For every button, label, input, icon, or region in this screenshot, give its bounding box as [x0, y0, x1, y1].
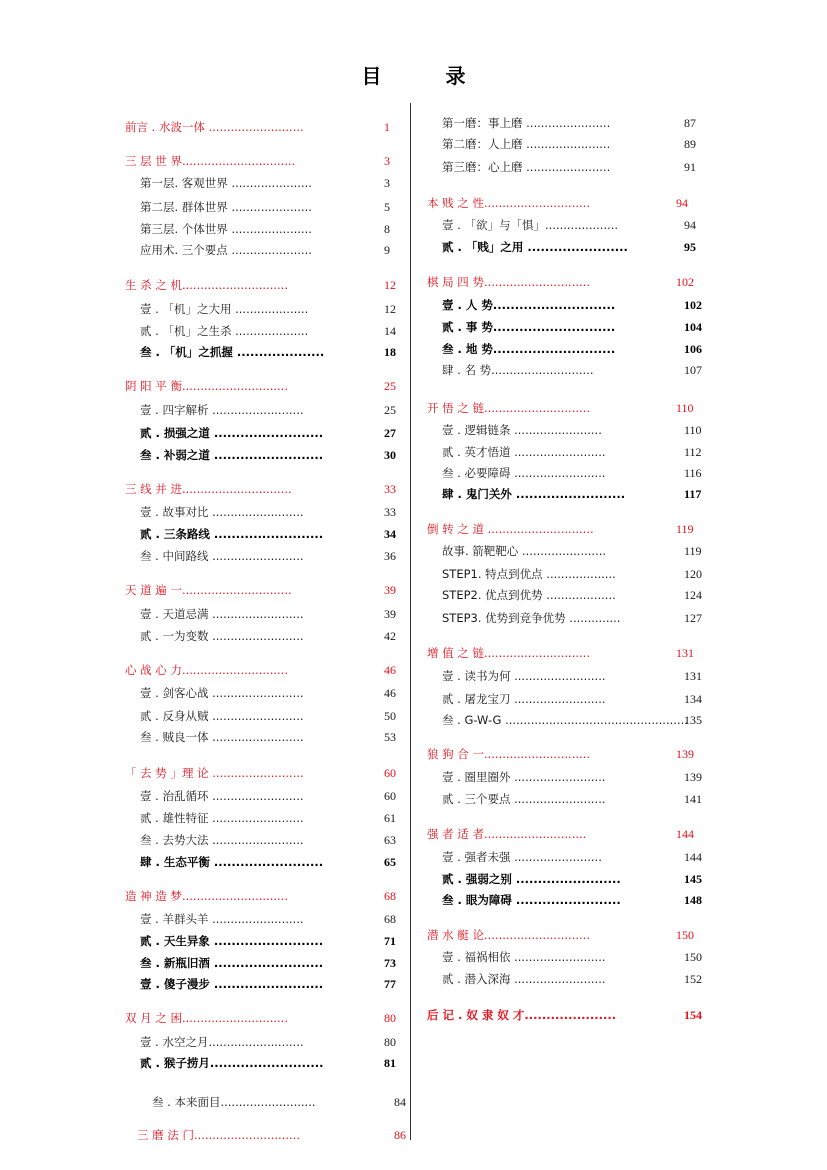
toc-page-number: 18 — [384, 345, 396, 359]
toc-page-number: 12 — [384, 278, 396, 292]
toc-entry-title: 壹 . 「机」之大用 .................... — [140, 302, 309, 316]
toc-entry-title: 贰 . 潜入深海 ......................... — [442, 972, 606, 986]
toc-section-entry[interactable] — [442, 360, 704, 380]
toc-page-number: 73 — [384, 956, 396, 970]
toc-chapter-entry[interactable] — [427, 744, 704, 764]
toc-section-entry[interactable] — [442, 420, 704, 440]
toc-page-number: 87 — [684, 116, 696, 130]
toc-entry-title: 壹 . 傻子漫步 ......................... — [140, 977, 324, 991]
toc-page-number: 102 — [684, 298, 702, 312]
toc-entry-title: 叁 . 「机」之抓握 .................... — [140, 345, 325, 359]
toc-page-number: 34 — [384, 527, 396, 541]
toc-entry-title: STEP2. 优点到优势 ................... — [442, 588, 616, 602]
toc-entry-title: 心 战 心 力............................. — [125, 663, 288, 677]
toc-chapter-entry[interactable] — [427, 519, 704, 539]
toc-entry-title: 壹 . 故事对比 ......................... — [140, 505, 304, 519]
toc-page-number: 131 — [676, 646, 694, 660]
toc-page-number: 33 — [384, 482, 396, 496]
toc-entry-title: 壹 . 福祸相依 ......................... — [442, 950, 606, 964]
toc-section-entry[interactable] — [442, 847, 704, 867]
toc-entry-title: 贰 . 事 势............................ — [442, 320, 616, 334]
toc-page-number: 86 — [394, 1128, 406, 1142]
toc-page-number: 27 — [384, 426, 396, 440]
toc-section-entry[interactable] — [442, 564, 704, 584]
toc-entry-title: 贰 . 天生异象 ......................... — [140, 934, 324, 948]
toc-page-number: 139 — [684, 770, 702, 784]
toc-page-number: 84 — [394, 1095, 406, 1109]
toc-entry-title: 壹 . 「欲」与「惧」.................... — [442, 218, 619, 232]
toc-entry-title: 叁 . 新瓶旧酒 ......................... — [140, 956, 324, 970]
toc-entry-title: 故事. 箭靶靶心 ....................... — [442, 544, 607, 558]
toc-page-number: 30 — [384, 448, 396, 462]
toc-entry-title: 叁 . 去势大法 ......................... — [140, 833, 304, 847]
toc-entry-title: 贰 . 英才悟道 ......................... — [442, 445, 606, 459]
toc-entry-title: 潜 水 艇 论............................. — [427, 928, 590, 942]
toc-entry-title: 第二层. 群体世界 ...................... — [140, 200, 312, 214]
toc-chapter-entry[interactable] — [427, 824, 704, 844]
toc-page-number: 50 — [384, 709, 396, 723]
toc-entry-title: 三 磨 法 门............................. — [137, 1128, 300, 1142]
toc-page-number: 25 — [384, 379, 396, 393]
toc-page-number: 46 — [384, 686, 396, 700]
toc-page-number: 110 — [684, 423, 702, 437]
toc-entry-title: 本 贱 之 性............................. — [427, 196, 590, 210]
toc-entry-title: 壹 . 治乱循环 ......................... — [140, 789, 304, 803]
toc-entry-title: 壹 . 天道忌满 ......................... — [140, 607, 304, 621]
toc-page-number: 77 — [384, 977, 396, 991]
toc-entry-title: 开 悟 之 链............................. — [427, 401, 590, 415]
toc-section-entry[interactable] — [442, 442, 704, 462]
toc-chapter-entry[interactable] — [427, 193, 704, 213]
toc-page-number: 3 — [384, 154, 390, 168]
toc-section-entry[interactable] — [442, 666, 704, 686]
toc-entry-title: 前言 . 水波一体 .......................... — [125, 120, 304, 134]
toc-page-number: 42 — [384, 629, 396, 643]
toc-page-number: 60 — [384, 789, 396, 803]
toc-entry-title: 肆 . 生态平衡 ......................... — [140, 855, 324, 869]
toc-entry-title: 贰 . 反身从贼 ......................... — [140, 709, 304, 723]
toc-entry-title: 壹 . 四字解析 ......................... — [140, 403, 304, 417]
toc-page-number: 135 — [684, 713, 702, 727]
toc-section-entry[interactable] — [442, 890, 704, 910]
toc-page-number: 154 — [684, 1008, 702, 1022]
toc-entry-title: 肆 . 鬼门关外 ......................... — [442, 487, 626, 501]
toc-page-number: 139 — [676, 747, 694, 761]
toc-page-number: 12 — [384, 302, 396, 316]
toc-section-entry[interactable] — [442, 869, 704, 889]
toc-section-entry[interactable] — [442, 947, 704, 967]
toc-page-number: 148 — [684, 893, 702, 907]
toc-page-number: 102 — [676, 275, 694, 289]
toc-section-entry[interactable] — [442, 295, 704, 315]
toc-entry-title: 壹 . 剑客心战 ......................... — [140, 686, 304, 700]
toc-entry-title: 贰 . 屠龙宝刀 ......................... — [442, 692, 606, 706]
toc-section-entry[interactable] — [442, 689, 704, 709]
toc-section-entry[interactable] — [442, 113, 704, 133]
toc-entry-title: 后 记 . 奴 隶 奴 才..................... — [427, 1008, 617, 1022]
toc-entry-title: 壹 . 圈里圈外 ......................... — [442, 770, 606, 784]
toc-entry-title: 第二磨：人上磨 ....................... — [442, 137, 611, 151]
toc-page-number: 94 — [684, 218, 696, 232]
toc-section-entry[interactable] — [442, 710, 704, 730]
toc-page-number: 68 — [384, 889, 396, 903]
toc-entry-title: 贰 . 三个要点 ......................... — [442, 792, 606, 806]
toc-page-number: 152 — [684, 972, 702, 986]
toc-entry-title: 贰 . 「贱」之用 ....................... — [442, 240, 628, 254]
toc-entry-title: 叁 . 本来面目.......................... — [152, 1095, 316, 1109]
toc-section-entry[interactable] — [442, 541, 704, 561]
toc-page-number: 36 — [384, 549, 396, 563]
toc-section-entry[interactable] — [442, 969, 704, 989]
toc-entry-title: 贰 . 三条路线 ......................... — [140, 527, 324, 541]
toc-page-number: 107 — [684, 363, 702, 377]
toc-page-number: 65 — [384, 855, 396, 869]
toc-entry-title: 壹 . 羊群头羊 ......................... — [140, 912, 304, 926]
toc-entry-title: 阴 阳 平 衡............................. — [125, 379, 288, 393]
toc-page-number: 53 — [384, 730, 396, 744]
toc-page-number: 61 — [384, 811, 396, 825]
toc-entry-title: 壹 . 读书为何 ......................... — [442, 669, 606, 683]
toc-page-number: 94 — [676, 196, 688, 210]
toc-page-number: 120 — [684, 567, 702, 581]
toc-entry-title: 贰 . 一为变数 ......................... — [140, 629, 304, 643]
toc-page-number: 81 — [384, 1056, 396, 1070]
toc-page-number: 116 — [684, 466, 702, 480]
toc-page-number: 80 — [384, 1011, 396, 1025]
toc-entry-title: 应用术. 三个要点 ...................... — [140, 243, 312, 257]
toc-page-number: 1 — [384, 120, 390, 134]
toc-entry-title: 贰 . 雄性特征 ......................... — [140, 811, 304, 825]
toc-chapter-entry[interactable] — [427, 643, 704, 663]
toc-entry-title: 「 去 势 」理 论 ......................... — [125, 766, 304, 780]
toc-entry-title: 生 杀 之 机............................. — [125, 278, 288, 292]
toc-entry-title: STEP3. 优势到竞争优势 .............. — [442, 611, 621, 625]
toc-entry-title: 三 线 并 进.............................. — [125, 482, 292, 496]
toc-section-entry[interactable] — [442, 237, 704, 257]
toc-page-number: 63 — [384, 833, 396, 847]
toc-page-number: 150 — [676, 928, 694, 942]
toc-entry-title: 双 月 之 困............................. — [125, 1011, 288, 1025]
toc-page-number: 39 — [384, 607, 396, 621]
toc-page-number: 119 — [676, 522, 694, 536]
toc-page-number: 144 — [676, 827, 694, 841]
toc-entry-title: 叁 . G-W-G .................................................. — [442, 713, 688, 727]
toc-page-number: 60 — [384, 766, 396, 780]
toc-entry-title: 壹 . 水空之月.......................... — [140, 1035, 304, 1049]
toc-page-number: 3 — [384, 176, 390, 190]
toc-entry-title: 第三磨：心上磨 ....................... — [442, 160, 611, 174]
toc-page-number: 14 — [384, 324, 396, 338]
toc-entry-title: 贰 . 强弱之别 ........................ — [442, 872, 621, 886]
toc-page-number: 110 — [676, 401, 694, 415]
toc-page-number: 141 — [684, 792, 702, 806]
toc-chapter-entry[interactable] — [427, 925, 704, 945]
toc-section-entry[interactable] — [442, 484, 704, 504]
toc-entry-title: 叁 . 补弱之道 ......................... — [140, 448, 324, 462]
toc-chapter-entry[interactable] — [427, 1005, 704, 1025]
toc-section-entry[interactable] — [442, 134, 704, 154]
toc-page-number: 91 — [684, 160, 696, 174]
toc-page-number: 145 — [684, 872, 702, 886]
toc-section-entry[interactable] — [442, 767, 704, 787]
toc-entry-title: 壹 . 人 势............................ — [442, 298, 616, 312]
toc-section-entry[interactable] — [442, 608, 704, 628]
toc-entry-title: 贰 . 「机」之生杀 .................... — [140, 324, 309, 338]
toc-page-number: 68 — [384, 912, 396, 926]
toc-page-number: 124 — [684, 588, 702, 602]
toc-entry-title: 叁 . 必要障碍 ......................... — [442, 466, 606, 480]
toc-entry-title: 第一磨：事上磨 ....................... — [442, 116, 611, 130]
toc-section-entry[interactable] — [442, 463, 704, 483]
toc-page-number: 119 — [684, 544, 702, 558]
toc-chapter-entry[interactable] — [427, 272, 704, 292]
toc-entry-title: 增 值 之 链............................. — [427, 646, 590, 660]
toc-page-number: 39 — [384, 583, 396, 597]
toc-page-number: 89 — [684, 137, 696, 151]
toc-page-number: 134 — [684, 692, 702, 706]
toc-page-number: 46 — [384, 663, 396, 677]
toc-page-number: 9 — [384, 243, 390, 257]
page-title: 目 录 — [361, 64, 488, 88]
toc-entry-title: 肆 . 名 势............................ — [442, 363, 594, 377]
toc-page-number: 127 — [684, 611, 702, 625]
toc-entry-title: 三 层 世 界............................... — [125, 154, 296, 168]
toc-entry-title: 叁 . 贼良一体 ......................... — [140, 730, 304, 744]
toc-entry-title: 贰 . 猴子捞月.......................... — [140, 1056, 324, 1070]
toc-page-number: 144 — [684, 850, 702, 864]
toc-page-number: 106 — [684, 342, 702, 356]
toc-chapter-entry[interactable] — [427, 398, 704, 418]
toc-section-entry[interactable] — [442, 789, 704, 809]
toc-page-number: 8 — [384, 222, 390, 236]
toc-entry-title: 壹 . 强者未强 ........................ — [442, 850, 602, 864]
toc-entry-title: 造 神 造 梦............................. — [125, 889, 288, 903]
toc-entry-title: 狼 狗 合 一............................. — [427, 747, 590, 761]
toc-section-entry[interactable] — [442, 339, 704, 359]
toc-entry-title: 第三层. 个体世界 ...................... — [140, 222, 312, 236]
toc-section-entry[interactable] — [442, 215, 704, 235]
toc-entry-title: 壹 . 逻辑链条 ........................ — [442, 423, 602, 437]
toc-page-number: 33 — [384, 505, 396, 519]
toc-entry-title: STEP1. 特点到优点 ................... — [442, 567, 616, 581]
toc-entry-title: 叁 . 中间路线 ......................... — [140, 549, 304, 563]
toc-entry-title: 强 者 适 者............................ — [427, 827, 587, 841]
toc-page-number: 112 — [684, 445, 702, 459]
toc-entry-title: 天 道 遍 一.............................. — [125, 583, 292, 597]
toc-page-number: 80 — [384, 1035, 396, 1049]
toc-section-entry[interactable] — [442, 585, 704, 605]
toc-page-number: 117 — [684, 487, 702, 501]
toc-entry-title: 贰 . 损强之道 ......................... — [140, 426, 324, 440]
toc-page-number: 5 — [384, 200, 390, 214]
toc-entry-title: 棋 局 四 势............................. — [427, 275, 590, 289]
toc-section-entry[interactable] — [442, 157, 704, 177]
toc-entry-title: 叁 . 地 势............................ — [442, 342, 616, 356]
toc-entry-title: 第一层. 客观世界 ...................... — [140, 176, 312, 190]
toc-page-number: 104 — [684, 320, 702, 334]
toc-entry-title: 倒 转 之 道 ............................. — [427, 522, 594, 536]
toc-entry-title: 叁 . 眼为障碍 ........................ — [442, 893, 621, 907]
toc-page-number: 95 — [684, 240, 696, 254]
toc-section-entry[interactable] — [442, 317, 704, 337]
toc-page-number: 131 — [684, 669, 702, 683]
toc-page-number: 71 — [384, 934, 396, 948]
toc-page-number: 150 — [684, 950, 702, 964]
toc-page-number: 25 — [384, 403, 396, 417]
